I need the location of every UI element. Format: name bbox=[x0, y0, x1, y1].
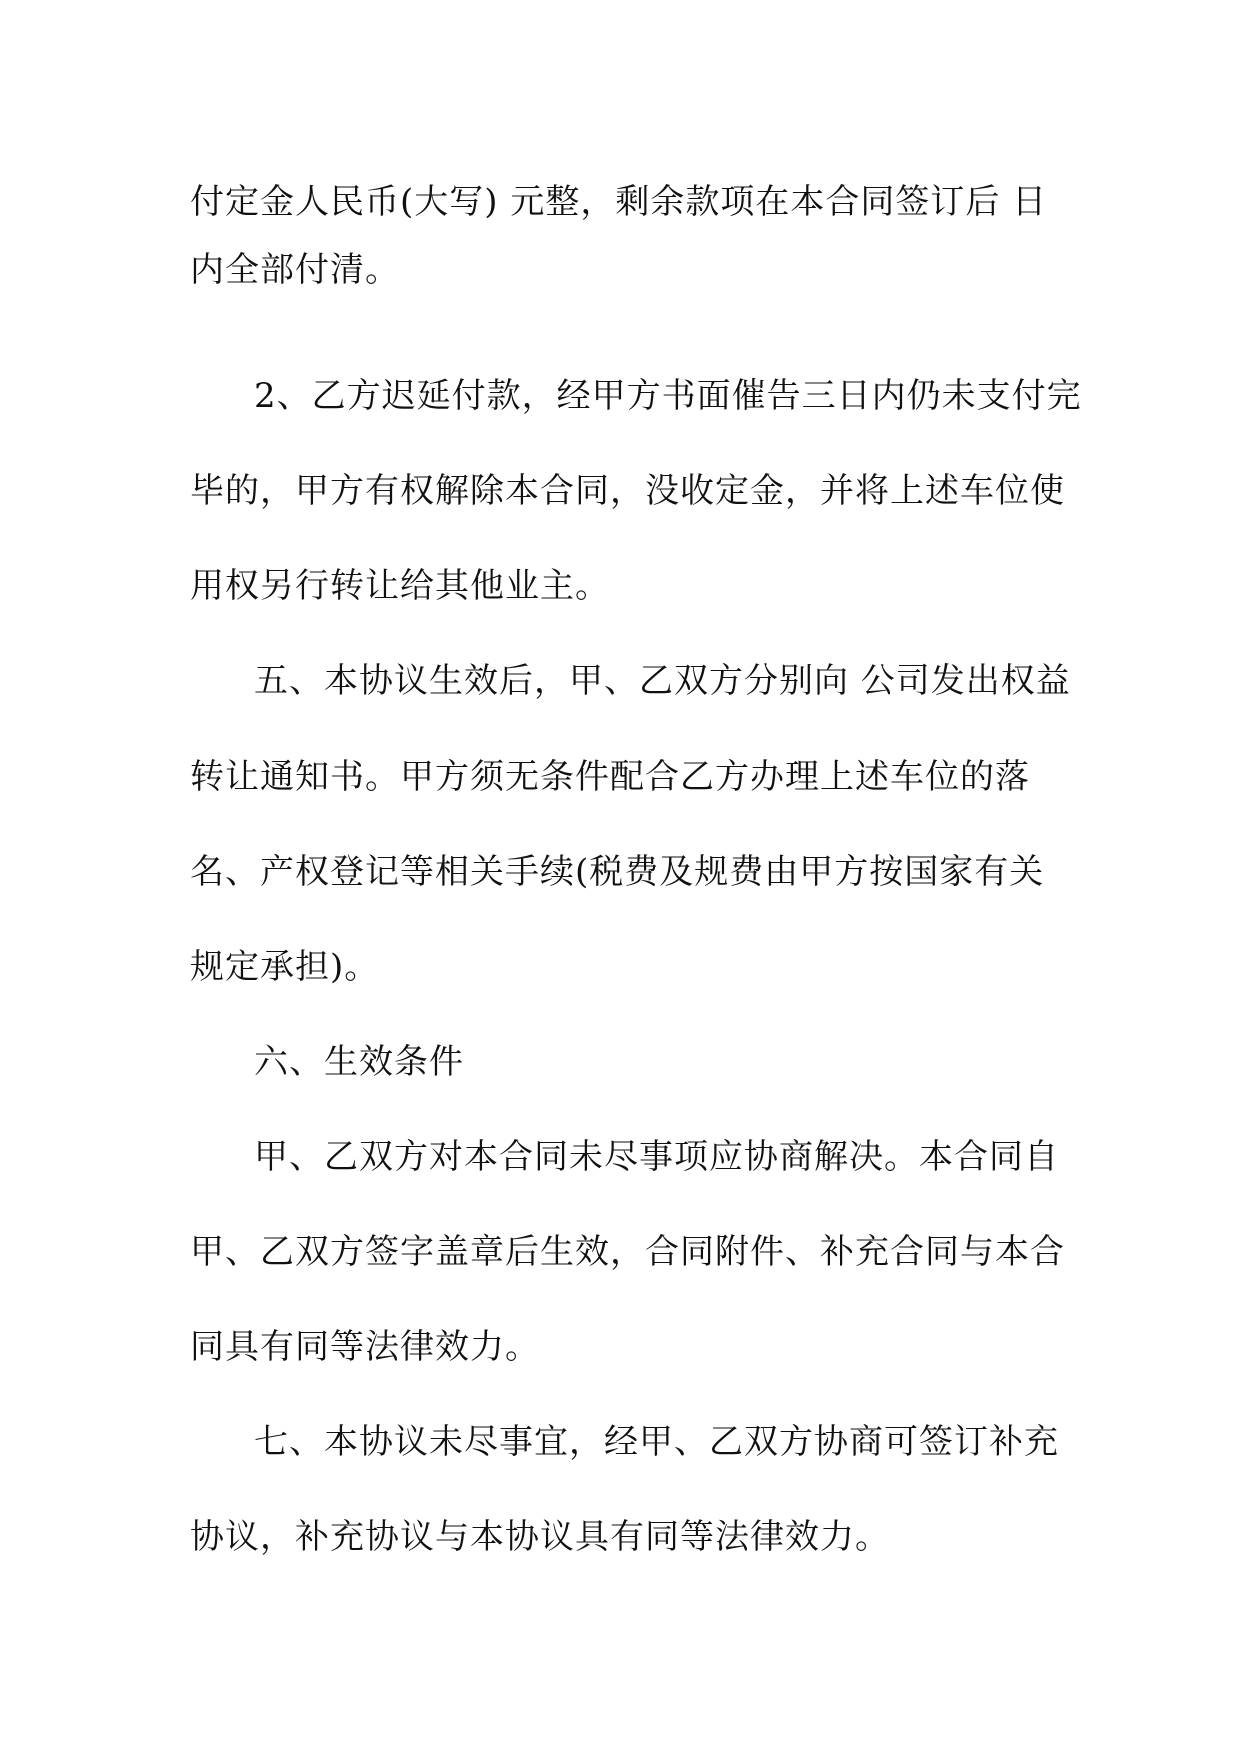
text-line-7: 转让通知书。甲方须无条件配合乙方办理上述车位的落 bbox=[190, 757, 1030, 797]
text-line-4: 毕的，甲方有权解除本合同，没收定金，并将上述车位使 bbox=[190, 471, 1065, 511]
text-line-8: 名、产权登记等相关手续(税费及规费由甲方按国家有关 bbox=[190, 852, 1045, 892]
text-line-10: 六、生效条件 bbox=[254, 1042, 464, 1082]
text-line-1: 付定金人民币(大写) 元整，剩余款项在本合同签订后 日 bbox=[190, 182, 1048, 222]
text-line-15: 协议，补充协议与本协议具有同等法律效力。 bbox=[190, 1517, 890, 1557]
text-line-9: 规定承担)。 bbox=[190, 947, 380, 987]
text-line-14: 七、本协议未尽事宜，经甲、乙双方协商可签订补充 bbox=[254, 1422, 1059, 1462]
text-line-3: 2、乙方迟延付款，经甲方书面催告三日内仍未支付完 bbox=[254, 376, 1082, 416]
text-line-12: 甲、乙双方签字盖章后生效，合同附件、补充合同与本合 bbox=[190, 1232, 1065, 1272]
text-line-11: 甲、乙双方对本合同未尽事项应协商解决。本合同自 bbox=[254, 1137, 1059, 1177]
text-line-5: 用权另行转让给其他业主。 bbox=[190, 566, 610, 606]
text-line-13: 同具有同等法律效力。 bbox=[190, 1327, 540, 1367]
text-line-2: 内全部付清。 bbox=[190, 250, 400, 290]
text-line-6: 五、本协议生效后，甲、乙双方分别向 公司发出权益 bbox=[254, 661, 1071, 701]
